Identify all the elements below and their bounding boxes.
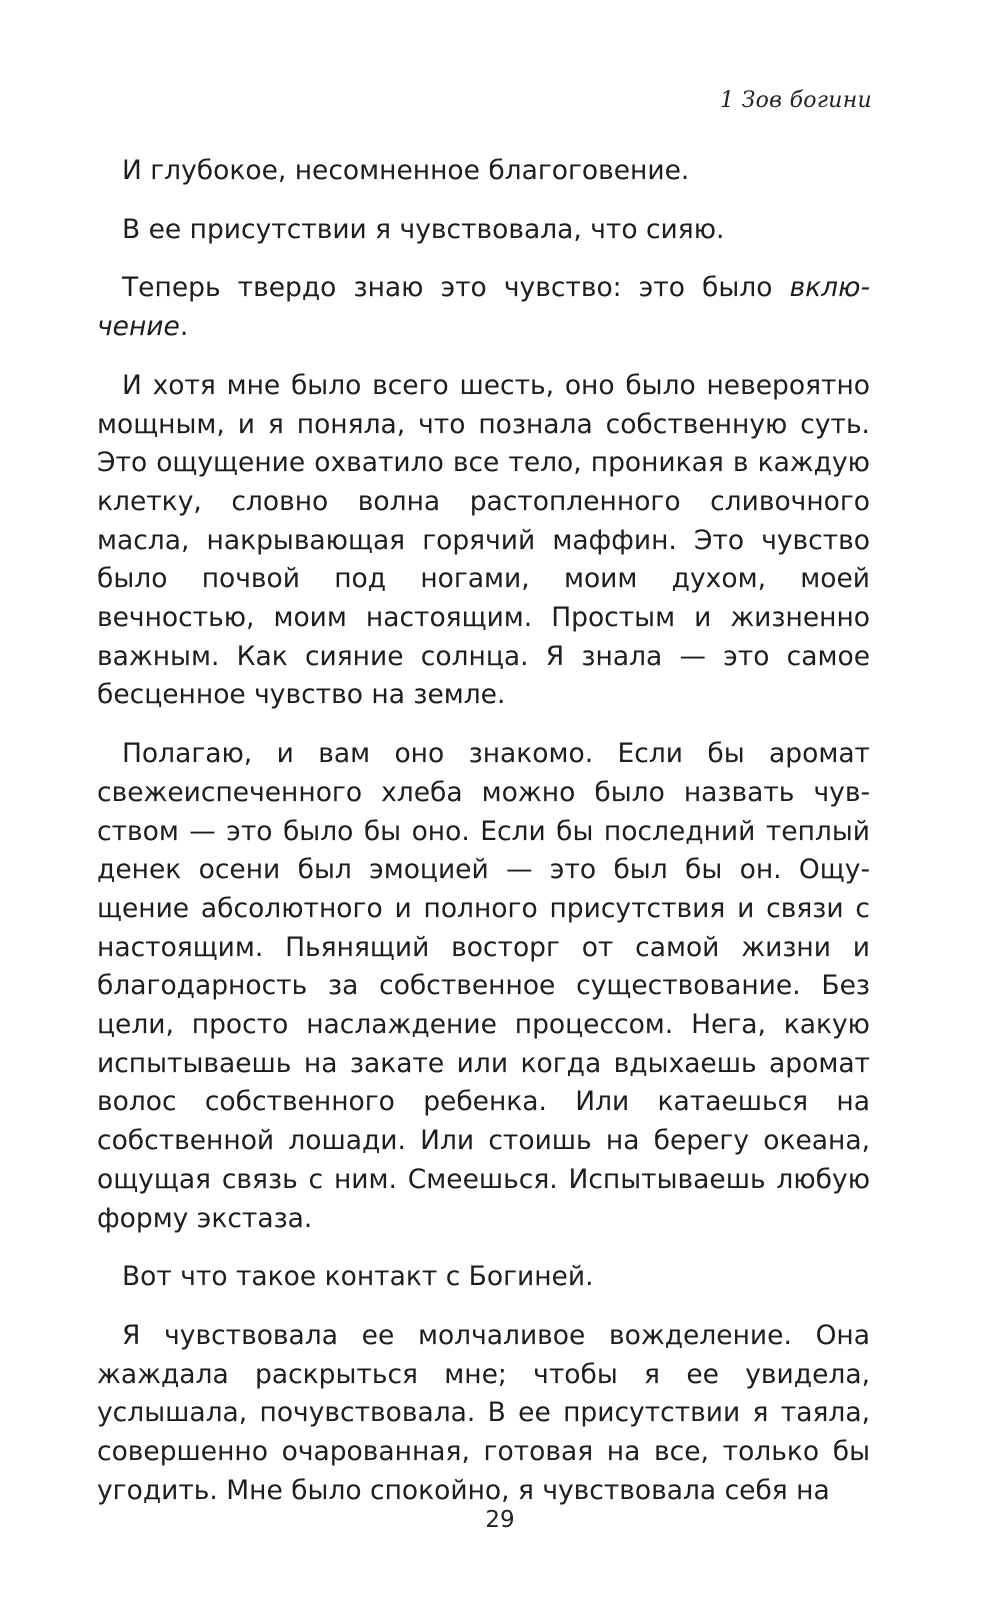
paragraph-3-end: . xyxy=(179,311,189,343)
paragraph-4: И хотя мне было всего шесть, оно было невероятно мощным, и я поняла, что познала собственную суть. Это ощущение охватило все тело, проникая в каждую клетку, словно волна растопленного сливочного масла, накрывающая горячий маффин. Это чувство было почвой под ногами, моим духом, моей вечностью, моим настоящим. Простым и жизненно важным. Как сияние солнца. Я знала — это самое бесценное чувство на земле. xyxy=(97,369,870,711)
paragraph-1: И глубокое, несомненное благоговение. xyxy=(122,155,690,186)
paragraph-3 xyxy=(97,269,870,346)
paragraph-6: Вот что такое контакт с Богиней. xyxy=(122,1261,594,1293)
paragraph-3-text: Теперь твердо знаю это чувство: это было xyxy=(122,272,790,304)
paragraph-5: Полагаю, и вам оно знакомо. Если бы аромат свежеиспеченного хлеба можно было назвать чувством — это было бы оно. Если бы последний теплый денек осени был эмоцией — это был бы он. Ощущение абсолютного и полного присутствия и связи с настоящим. Пьянящий восторг от самой жизни и благодарность за собственное существование. Без цели, просто наслаждение процессом. Нега, какую испытываешь на закате или когда вдыхаешь аромат волос собственного ребенка. Или катаешься на собственной лошади. Или стоишь на берегу океана, ощущая связь с ним. Смеешься. Испытываешь любую форму экстаза. xyxy=(97,738,870,1234)
running-head-title: 1 Зов богини xyxy=(720,88,872,113)
body-text xyxy=(97,152,870,1531)
page-number: 29 xyxy=(485,1507,515,1533)
paragraph-2: В ее присутствии я чувствовала, что сияю. xyxy=(122,213,725,245)
paragraph-7: Я чувствовала ее молчаливое вожделение. Она жаждала раскрыться мне; чтобы я ее увидела, услышала, почувствовала. В ее присутствии я таяла, совершенно очарованная, готовая на все, только бы угодить. Мне было спокойно, я чувствовала себя на xyxy=(97,1319,870,1506)
paragraph-3-emphasis: включение xyxy=(97,272,870,343)
